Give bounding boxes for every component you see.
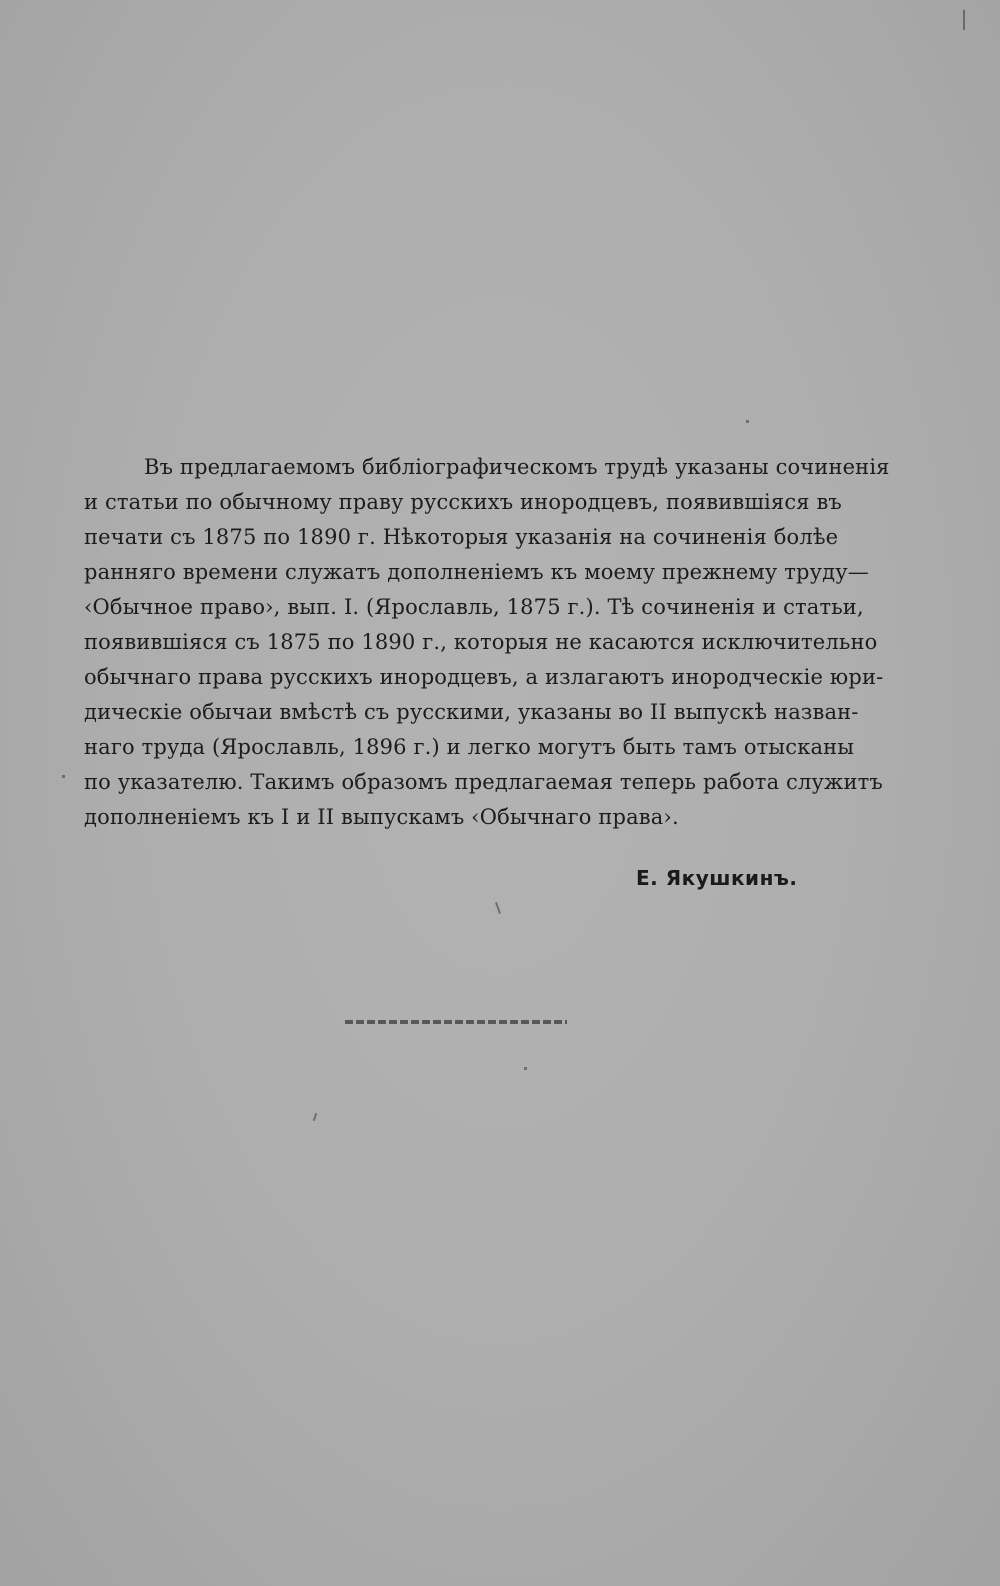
paragraph-line: наго труда (Ярославль, 1896 г.) и легко могутъ быть тамъ отысканы xyxy=(84,735,855,759)
scan-speck xyxy=(62,775,65,778)
author-signature: Е. Якушкинъ. xyxy=(636,866,798,890)
scan-speck xyxy=(524,1067,527,1070)
paragraph-line: по указателю. Такимъ образомъ предлагаемая теперь работа служитъ xyxy=(84,770,883,794)
paragraph-line: обычнаго права русскихъ инородцевъ, а излагаютъ инородческіе юри- xyxy=(84,665,884,689)
scan-speck xyxy=(313,1113,318,1121)
paragraph-line: печати съ 1875 по 1890 г. Нѣкоторыя указанія на сочиненія болѣе xyxy=(84,525,839,549)
scan-speck xyxy=(746,420,749,423)
scan-speck xyxy=(963,10,965,30)
paragraph-line: ‹Обычное право›, вып. I. (Ярославль, 1875 г.). Тѣ сочиненія и статьи, xyxy=(84,595,864,619)
paragraph-line: Въ предлагаемомъ библіографическомъ трудѣ указаны сочиненія xyxy=(144,455,890,479)
paragraph-line: дополненіемъ къ I и II выпускамъ ‹Обычнаго права›. xyxy=(84,805,679,829)
paragraph-line: ранняго времени служатъ дополненіемъ къ моему прежнему труду— xyxy=(84,560,869,584)
scan-speck xyxy=(495,902,501,914)
decorative-divider xyxy=(345,1020,567,1024)
paragraph-line: дическіе обычаи вмѣстѣ съ русскими, указаны во II выпускѣ назван- xyxy=(84,700,859,724)
preface-paragraph xyxy=(84,450,890,835)
paragraph-line: появившіяся съ 1875 по 1890 г., которыя не касаются исключительно xyxy=(84,630,878,654)
paragraph-line: и статьи по обычному праву русскихъ инородцевъ, появившіяся въ xyxy=(84,490,842,514)
